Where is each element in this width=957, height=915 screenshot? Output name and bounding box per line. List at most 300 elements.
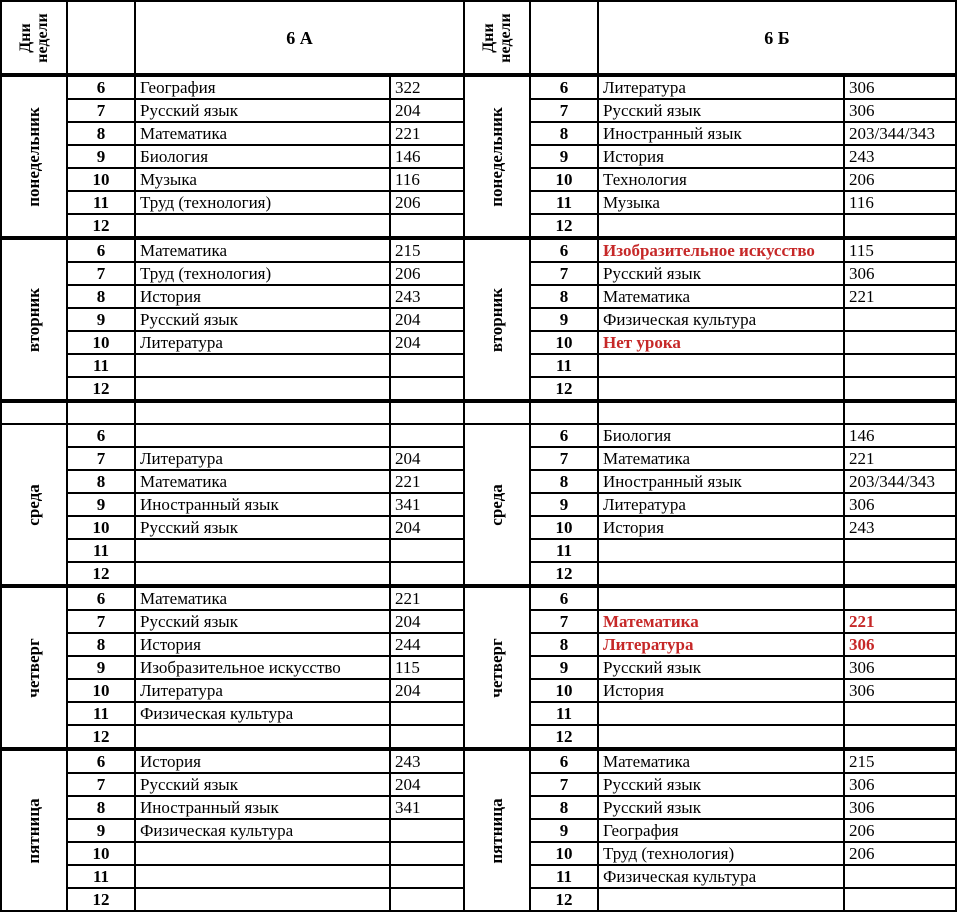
room-cell[interactable] (390, 354, 464, 377)
lesson-row (464, 842, 956, 865)
room-cell[interactable]: 204 (390, 331, 464, 354)
lesson-row (1, 285, 464, 308)
lesson-row (1, 773, 464, 796)
lesson-row (1, 656, 464, 679)
room-cell[interactable]: 206 (844, 819, 956, 842)
spacer-cell (135, 401, 390, 424)
room-cell[interactable] (390, 725, 464, 749)
lesson-number: 6 (530, 424, 598, 447)
subject-cell[interactable]: География (598, 819, 844, 842)
room-cell[interactable]: 306 (844, 75, 956, 99)
room-cell[interactable]: 306 (844, 99, 956, 122)
subject-cell[interactable] (135, 424, 390, 447)
room-cell[interactable]: 204 (390, 516, 464, 539)
day-name: пятница (487, 797, 506, 864)
subject-cell[interactable]: Математика (135, 238, 390, 262)
room-cell[interactable] (390, 562, 464, 586)
lesson-number: 11 (530, 354, 598, 377)
subject-cell[interactable]: Русский язык (598, 796, 844, 819)
lesson-number: 12 (67, 377, 135, 401)
lesson-number: 11 (530, 702, 598, 725)
subject-cell[interactable]: Русский язык (598, 773, 844, 796)
spacer-cell (598, 401, 844, 424)
lesson-number: 7 (67, 773, 135, 796)
room-cell[interactable]: 206 (390, 191, 464, 214)
subject-cell[interactable]: Физическая культура (135, 819, 390, 842)
room-cell[interactable]: 341 (390, 493, 464, 516)
lesson-row (1, 633, 464, 656)
room-cell[interactable] (844, 725, 956, 749)
lesson-row (464, 122, 956, 145)
days-of-week-label (17, 13, 51, 63)
room-cell[interactable] (390, 888, 464, 911)
room-cell[interactable] (844, 377, 956, 401)
lesson-row (464, 447, 956, 470)
lesson-row (1, 331, 464, 354)
lesson-row (1, 354, 464, 377)
schedule-6b (463, 0, 957, 915)
subject-cell[interactable] (135, 214, 390, 238)
room-cell[interactable] (844, 331, 956, 354)
spacer-cell (1, 401, 67, 424)
days-label-line1: Дни (17, 22, 34, 53)
subject-cell[interactable]: Биология (135, 145, 390, 168)
spacer-cell (530, 401, 598, 424)
lesson-row (464, 516, 956, 539)
lesson-row (1, 145, 464, 168)
lesson-row (1, 888, 464, 911)
schedule-table-6a (0, 0, 465, 912)
lesson-row (1, 842, 464, 865)
lesson-row (464, 819, 956, 842)
lesson-number: 8 (67, 470, 135, 493)
spacer-cell (390, 401, 464, 424)
room-cell[interactable] (390, 702, 464, 725)
lesson-number: 12 (530, 888, 598, 911)
day-name: среда (487, 483, 506, 526)
room-cell[interactable]: 243 (390, 285, 464, 308)
lesson-row (464, 308, 956, 331)
room-cell[interactable] (844, 308, 956, 331)
room-cell[interactable] (390, 214, 464, 238)
subject-cell[interactable] (135, 842, 390, 865)
lesson-number: 7 (530, 262, 598, 285)
subject-cell[interactable] (598, 539, 844, 562)
subject-cell[interactable]: Биология (598, 424, 844, 447)
lesson-row (464, 865, 956, 888)
subject-cell[interactable] (135, 539, 390, 562)
room-cell[interactable] (844, 586, 956, 610)
subject-cell[interactable] (598, 562, 844, 586)
lesson-number: 11 (67, 865, 135, 888)
room-cell[interactable]: 243 (844, 516, 956, 539)
lesson-number: 7 (530, 610, 598, 633)
subject-cell[interactable] (598, 888, 844, 911)
room-cell[interactable] (844, 702, 956, 725)
room-cell[interactable] (390, 377, 464, 401)
subject-cell[interactable]: Иностранный язык (135, 493, 390, 516)
room-cell[interactable]: 206 (390, 262, 464, 285)
room-cell[interactable]: 215 (390, 238, 464, 262)
room-cell[interactable]: 244 (390, 633, 464, 656)
lesson-number: 6 (67, 424, 135, 447)
lesson-row (464, 610, 956, 633)
room-cell[interactable]: 306 (844, 679, 956, 702)
subject-cell[interactable] (598, 586, 844, 610)
lesson-number: 11 (67, 191, 135, 214)
lesson-number: 10 (67, 679, 135, 702)
room-cell[interactable]: 116 (844, 191, 956, 214)
subject-cell[interactable]: Физическая культура (135, 702, 390, 725)
day-cell (1, 586, 67, 749)
subject-cell[interactable]: История (135, 749, 390, 773)
subject-cell[interactable]: История (135, 285, 390, 308)
lesson-number: 10 (530, 842, 598, 865)
room-cell[interactable]: 306 (844, 493, 956, 516)
lesson-row (1, 424, 464, 447)
subject-cell[interactable]: Математика (135, 470, 390, 493)
lesson-row (1, 493, 464, 516)
subject-cell[interactable]: Изобразительное искусство (135, 656, 390, 679)
subject-cell[interactable]: Труд (технология) (598, 842, 844, 865)
lesson-number: 12 (530, 725, 598, 749)
lesson-number: 12 (67, 562, 135, 586)
header-row (464, 1, 956, 75)
lesson-number: 10 (530, 168, 598, 191)
subject-cell[interactable]: Литература (135, 679, 390, 702)
room-cell[interactable]: 204 (390, 679, 464, 702)
schedule-table-6b (463, 0, 957, 912)
room-cell[interactable]: 221 (844, 447, 956, 470)
lesson-row (464, 285, 956, 308)
day-cell (464, 586, 530, 749)
class-name-header: 6 А (135, 1, 464, 75)
room-cell[interactable]: 306 (844, 656, 956, 679)
lesson-row (464, 888, 956, 911)
day-cell (464, 75, 530, 238)
lesson-number: 9 (530, 819, 598, 842)
room-cell[interactable]: 341 (390, 796, 464, 819)
subject-cell[interactable]: Русский язык (135, 99, 390, 122)
lesson-row (464, 562, 956, 586)
lesson-number: 9 (67, 308, 135, 331)
subject-cell[interactable]: Математика (598, 749, 844, 773)
lesson-number: 8 (67, 122, 135, 145)
subject-cell[interactable] (135, 354, 390, 377)
subject-cell[interactable]: История (135, 633, 390, 656)
room-cell[interactable]: 322 (390, 75, 464, 99)
lesson-row (464, 145, 956, 168)
lesson-number: 9 (67, 493, 135, 516)
room-cell[interactable] (844, 865, 956, 888)
subject-cell[interactable]: Русский язык (135, 610, 390, 633)
room-cell[interactable]: 204 (390, 610, 464, 633)
room-cell[interactable]: 203/344/343 (844, 470, 956, 493)
lesson-row (1, 470, 464, 493)
lesson-number: 11 (67, 539, 135, 562)
lesson-number: 8 (530, 285, 598, 308)
lesson-row (1, 214, 464, 238)
day-name: понедельник (487, 106, 506, 207)
class-name-header: 6 Б (598, 1, 956, 75)
room-cell[interactable] (390, 842, 464, 865)
lesson-number: 12 (530, 562, 598, 586)
subject-cell[interactable]: Иностранный язык (598, 470, 844, 493)
room-cell[interactable] (844, 888, 956, 911)
subject-cell[interactable]: Русский язык (598, 99, 844, 122)
subject-cell[interactable]: Русский язык (135, 308, 390, 331)
lesson-number: 11 (530, 539, 598, 562)
days-label-line2: недели (497, 12, 514, 63)
lesson-row (1, 610, 464, 633)
subject-cell[interactable] (135, 888, 390, 911)
day-name: четверг (487, 637, 506, 698)
lesson-row (464, 331, 956, 354)
lesson-row (1, 865, 464, 888)
subject-cell[interactable]: Литература (135, 447, 390, 470)
subject-cell[interactable]: Математика (598, 285, 844, 308)
room-cell[interactable]: 206 (844, 168, 956, 191)
subject-cell[interactable]: Иностранный язык (135, 796, 390, 819)
lesson-row (1, 539, 464, 562)
days-label-line2: недели (34, 12, 51, 63)
lesson-row (464, 424, 956, 447)
lesson-number-header (67, 1, 135, 75)
subject-cell[interactable]: Литература (598, 493, 844, 516)
room-cell[interactable]: 203/344/343 (844, 122, 956, 145)
lesson-number: 10 (67, 516, 135, 539)
room-cell[interactable]: 116 (390, 168, 464, 191)
lesson-number: 9 (67, 819, 135, 842)
lesson-number: 8 (67, 285, 135, 308)
lesson-number: 7 (67, 99, 135, 122)
lesson-row (1, 262, 464, 285)
day-name: четверг (24, 637, 43, 698)
lesson-number: 9 (530, 308, 598, 331)
subject-cell[interactable] (135, 865, 390, 888)
day-cell (464, 238, 530, 401)
subject-cell[interactable]: Физическая культура (598, 865, 844, 888)
lesson-row (464, 470, 956, 493)
subject-cell[interactable]: Труд (технология) (135, 191, 390, 214)
lesson-row (464, 633, 956, 656)
room-cell[interactable]: 243 (844, 145, 956, 168)
subject-cell[interactable] (135, 725, 390, 749)
lesson-number: 8 (530, 470, 598, 493)
subject-cell[interactable]: Нет урока (598, 331, 844, 354)
subject-cell[interactable]: Физическая культура (598, 308, 844, 331)
subject-cell[interactable]: Русский язык (598, 656, 844, 679)
lesson-row (1, 562, 464, 586)
room-cell[interactable]: 204 (390, 308, 464, 331)
room-cell[interactable]: 204 (390, 773, 464, 796)
subject-cell[interactable]: Русский язык (598, 262, 844, 285)
subject-cell[interactable]: Литература (598, 75, 844, 99)
lesson-row (1, 586, 464, 610)
lesson-row (464, 656, 956, 679)
lesson-row (1, 377, 464, 401)
room-cell[interactable] (844, 562, 956, 586)
room-cell[interactable]: 215 (844, 749, 956, 773)
room-cell[interactable]: 204 (390, 447, 464, 470)
room-cell[interactable]: 146 (390, 145, 464, 168)
lesson-row (1, 238, 464, 262)
lesson-row (1, 99, 464, 122)
room-cell[interactable]: 115 (390, 656, 464, 679)
lesson-number: 7 (530, 99, 598, 122)
lesson-number: 9 (530, 656, 598, 679)
room-cell[interactable] (844, 214, 956, 238)
spacer-cell (464, 401, 530, 424)
days-of-week-header (464, 1, 530, 75)
subject-cell[interactable]: Математика (598, 447, 844, 470)
room-cell[interactable]: 306 (844, 773, 956, 796)
lesson-number: 7 (67, 610, 135, 633)
room-cell[interactable]: 146 (844, 424, 956, 447)
lesson-number: 8 (530, 122, 598, 145)
day-cell (1, 749, 67, 911)
lesson-number: 11 (530, 865, 598, 888)
room-cell[interactable] (390, 539, 464, 562)
spacer-cell (67, 401, 135, 424)
lesson-number: 8 (530, 633, 598, 656)
room-cell[interactable] (390, 819, 464, 842)
room-cell[interactable]: 306 (844, 262, 956, 285)
lesson-number: 6 (530, 75, 598, 99)
lesson-number: 6 (67, 749, 135, 773)
lesson-row (464, 725, 956, 749)
lesson-row (1, 702, 464, 725)
schedule-6a (0, 0, 465, 915)
subject-cell[interactable] (598, 377, 844, 401)
lesson-row (464, 493, 956, 516)
room-cell[interactable] (844, 539, 956, 562)
subject-cell[interactable]: Технология (598, 168, 844, 191)
lesson-number: 10 (67, 331, 135, 354)
lesson-row (464, 539, 956, 562)
room-cell[interactable]: 221 (390, 122, 464, 145)
lesson-number: 12 (530, 214, 598, 238)
lesson-number: 6 (67, 75, 135, 99)
day-name: вторник (487, 287, 506, 352)
subject-cell[interactable]: Математика (598, 610, 844, 633)
lesson-row (464, 749, 956, 773)
lesson-row (464, 191, 956, 214)
day-cell (464, 424, 530, 586)
lesson-number: 6 (67, 586, 135, 610)
lesson-number: 6 (530, 586, 598, 610)
room-cell[interactable]: 221 (844, 610, 956, 633)
lesson-number: 9 (67, 145, 135, 168)
lesson-number: 12 (67, 214, 135, 238)
days-label-line1: Дни (480, 22, 497, 53)
subject-cell[interactable]: Математика (135, 122, 390, 145)
subject-cell[interactable]: Математика (135, 586, 390, 610)
day-name: вторник (24, 287, 43, 352)
subject-cell[interactable]: История (598, 516, 844, 539)
lesson-row (464, 99, 956, 122)
lesson-number: 12 (67, 725, 135, 749)
subject-cell[interactable]: Музыка (135, 168, 390, 191)
days-of-week-label (480, 13, 514, 63)
subject-cell[interactable] (598, 702, 844, 725)
spacer-row (464, 401, 956, 424)
subject-cell[interactable]: Литература (598, 633, 844, 656)
lesson-number: 12 (67, 888, 135, 911)
lesson-row (464, 75, 956, 99)
subject-cell[interactable] (598, 725, 844, 749)
spacer-cell (844, 401, 956, 424)
lesson-number: 12 (530, 377, 598, 401)
subject-cell[interactable]: История (598, 679, 844, 702)
subject-cell[interactable]: Иностранный язык (598, 122, 844, 145)
lesson-number: 10 (67, 168, 135, 191)
room-cell[interactable]: 221 (390, 470, 464, 493)
day-cell (464, 749, 530, 911)
lesson-row (464, 262, 956, 285)
lesson-number: 8 (67, 633, 135, 656)
subject-cell[interactable]: Русский язык (135, 773, 390, 796)
subject-cell[interactable] (135, 377, 390, 401)
lesson-number: 10 (530, 516, 598, 539)
subject-cell[interactable]: Литература (135, 331, 390, 354)
lesson-row (1, 308, 464, 331)
lesson-number: 7 (530, 773, 598, 796)
lesson-row (1, 447, 464, 470)
lesson-row (1, 725, 464, 749)
room-cell[interactable]: 306 (844, 633, 956, 656)
lesson-row (1, 516, 464, 539)
subject-cell[interactable] (598, 214, 844, 238)
room-cell[interactable] (390, 865, 464, 888)
subject-cell[interactable] (135, 562, 390, 586)
subject-cell[interactable]: Труд (технология) (135, 262, 390, 285)
lesson-row (464, 679, 956, 702)
lesson-number: 10 (67, 842, 135, 865)
room-cell[interactable] (390, 424, 464, 447)
subject-cell[interactable]: Музыка (598, 191, 844, 214)
lesson-row (1, 796, 464, 819)
lesson-number: 7 (67, 262, 135, 285)
day-cell (1, 424, 67, 586)
lesson-number: 10 (530, 679, 598, 702)
subject-cell[interactable]: География (135, 75, 390, 99)
subject-cell[interactable]: Изобразительное искусство (598, 238, 844, 262)
lesson-number: 9 (530, 493, 598, 516)
lesson-row (464, 377, 956, 401)
room-cell[interactable]: 221 (844, 285, 956, 308)
lesson-number: 10 (530, 331, 598, 354)
room-cell[interactable]: 204 (390, 99, 464, 122)
room-cell[interactable]: 306 (844, 796, 956, 819)
room-cell[interactable]: 206 (844, 842, 956, 865)
room-cell[interactable]: 115 (844, 238, 956, 262)
lesson-number: 6 (530, 238, 598, 262)
lesson-number: 8 (530, 796, 598, 819)
lesson-number-header (530, 1, 598, 75)
day-name: пятница (24, 797, 43, 864)
room-cell[interactable] (844, 354, 956, 377)
room-cell[interactable]: 243 (390, 749, 464, 773)
subject-cell[interactable] (598, 354, 844, 377)
room-cell[interactable]: 221 (390, 586, 464, 610)
lesson-row (464, 796, 956, 819)
lesson-number: 11 (530, 191, 598, 214)
lesson-number: 7 (67, 447, 135, 470)
subject-cell[interactable]: История (598, 145, 844, 168)
subject-cell[interactable]: Русский язык (135, 516, 390, 539)
lesson-row (464, 214, 956, 238)
